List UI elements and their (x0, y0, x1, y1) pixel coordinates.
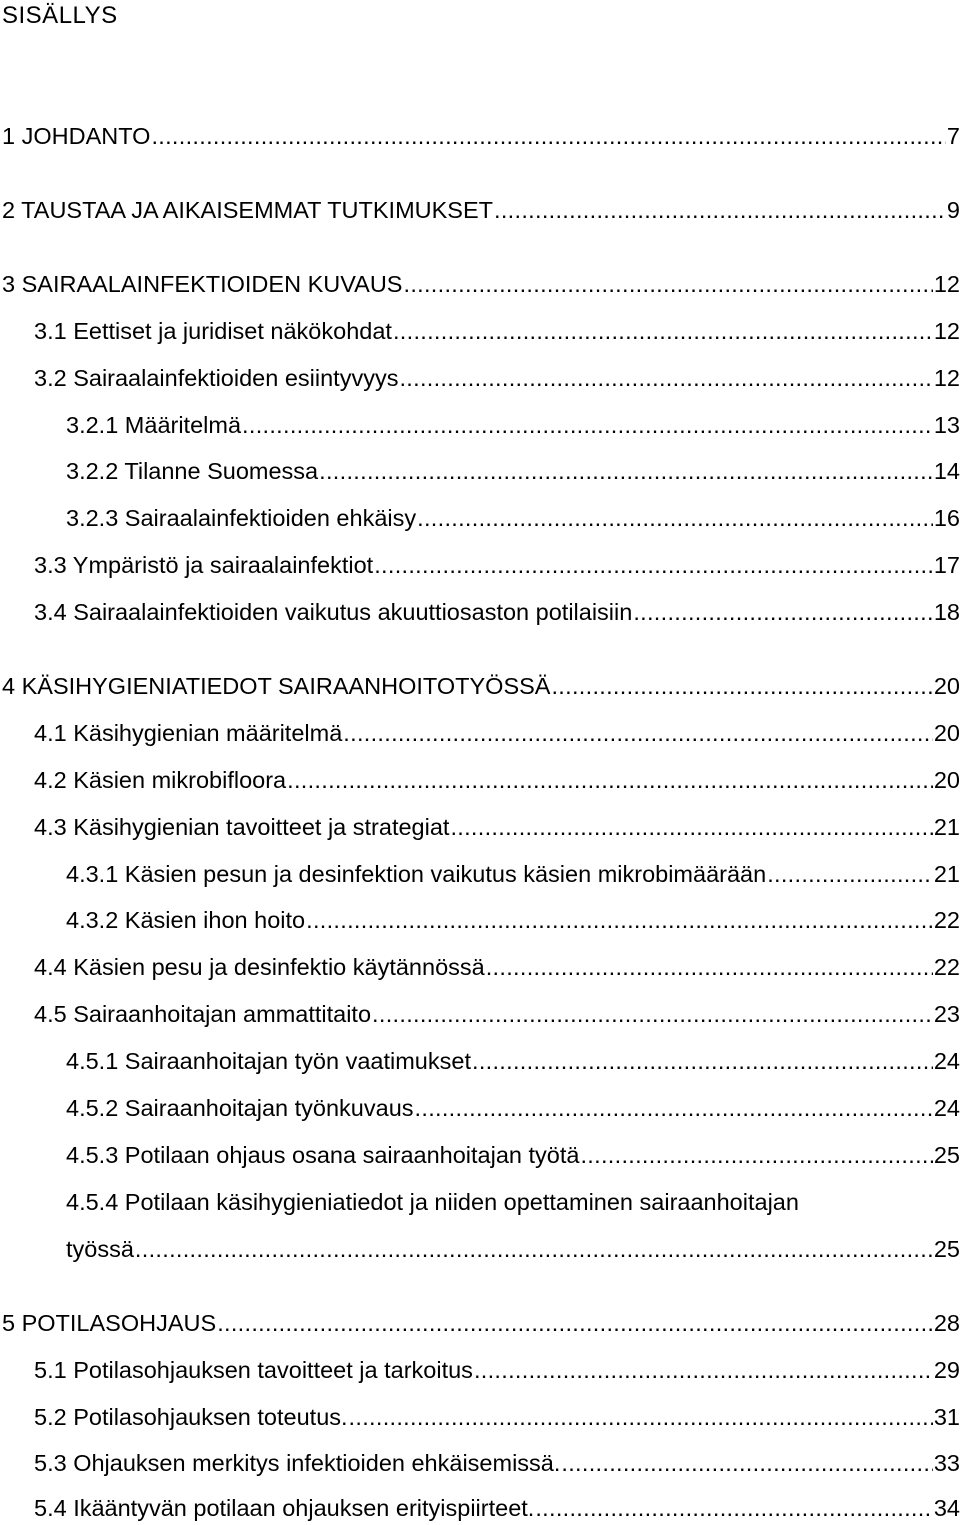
toc-entry-3-3[interactable] (34, 550, 960, 580)
toc-entry-4-3[interactable] (34, 812, 960, 842)
toc-leader-dots (217, 1308, 933, 1338)
toc-entry-page: 28 (933, 1310, 960, 1336)
toc-entry-5-3[interactable] (34, 1448, 960, 1478)
toc-leader-dots (535, 1493, 933, 1523)
toc-entry-page: 20 (933, 673, 960, 699)
toc-entry-text: 5.1 Potilasohjauksen tavoitteet ja tarkoitus (34, 1357, 473, 1383)
toc-entry-page: 16 (933, 505, 960, 531)
toc-entry-page: 20 (933, 767, 960, 793)
toc-leader-dots (343, 718, 933, 748)
toc-entry-4-5-1[interactable] (66, 1046, 960, 1076)
toc-leader-dots (767, 859, 933, 889)
toc-entry-text: 4.5 Sairaanhoitajan ammattitaito (34, 1001, 372, 1027)
toc-leader-dots (472, 1046, 933, 1076)
toc-entry-text: 4.5.3 Potilaan ohjaus osana sairaanhoitajan työtä (66, 1142, 580, 1168)
toc-leader-dots (399, 363, 932, 393)
toc-entry-page: 24 (933, 1095, 960, 1121)
toc-entry-page: 25 (933, 1236, 960, 1262)
toc-leader-dots (633, 597, 933, 627)
toc-entry-page: 24 (933, 1048, 960, 1074)
toc-entry-1[interactable] (2, 121, 960, 151)
toc-entry-text: 5.3 Ohjauksen merkitys infektioiden ehkäisemissä. (34, 1450, 561, 1476)
toc-entry-text: 4 KÄSIHYGIENIATIEDOT SAIRAANHOITOTYÖSSÄ (2, 673, 551, 699)
toc-entry-4-5-2[interactable] (66, 1093, 960, 1123)
toc-entry-page: 14 (933, 458, 960, 484)
toc-entry-page: 20 (933, 720, 960, 746)
toc-entry-page: 21 (933, 814, 960, 840)
toc-entry-3-2[interactable] (34, 363, 960, 393)
toc-entry-5-2[interactable] (34, 1402, 960, 1432)
toc-entry-text: 3.3 Ympäristö ja sairaalainfektiot (34, 552, 374, 578)
toc-entry-page: 13 (933, 412, 960, 438)
toc-entry-text: 3.2.2 Tilanne Suomessa (66, 458, 319, 484)
toc-entry-text: 3.4 Sairaalainfektioiden vaikutus akuuttiosaston potilaisiin (34, 599, 633, 625)
toc-entry-3-2-2[interactable] (66, 456, 960, 486)
toc-entry-text: 4.3 Käsihygienian tavoitteet ja strategiat (34, 814, 450, 840)
toc-entry-4-3-1[interactable] (66, 859, 960, 889)
toc-entry-3-2-1[interactable] (66, 410, 960, 440)
toc-leader-dots (551, 671, 932, 701)
toc-entry-4-5-3[interactable] (66, 1140, 960, 1170)
toc-entry-text: 3.2.1 Määritelmä (66, 412, 242, 438)
toc-entry-page: 18 (933, 599, 960, 625)
toc-entry-page: 9 (946, 197, 960, 223)
toc-entry-5[interactable] (2, 1308, 960, 1338)
toc-entry-page: 22 (933, 907, 960, 933)
toc-leader-dots (242, 410, 933, 440)
toc-leader-dots (287, 765, 933, 795)
toc-leader-dots (374, 550, 933, 580)
toc-entry-text-continuation: työssä (66, 1236, 134, 1262)
toc-entry-text: 4.1 Käsihygienian määritelmä (34, 720, 343, 746)
toc-entry-text: 2 TAUSTAA JA AIKAISEMMAT TUTKIMUKSET (2, 197, 494, 223)
toc-leader-dots (494, 195, 946, 225)
toc-entry-page: 29 (933, 1357, 960, 1383)
toc-entry-text: 3.2.3 Sairaalainfektioiden ehkäisy (66, 505, 417, 531)
toc-leader-dots (486, 952, 933, 982)
toc-title: SISÄLLYS (2, 2, 118, 29)
toc-entry-5-4[interactable] (34, 1493, 960, 1523)
toc-entry-3-4[interactable] (34, 597, 960, 627)
toc-entry-4-5-4-first-line[interactable]: 4.5.4 Potilaan käsihygieniatiedot ja niiden opettaminen sairaanhoitajan (66, 1189, 799, 1215)
toc-entry-page: 23 (933, 1001, 960, 1027)
toc-leader-dots (319, 456, 933, 486)
toc-entry-page: 12 (933, 271, 960, 297)
toc-entry-4-5[interactable] (34, 999, 960, 1029)
toc-entry-3[interactable] (2, 269, 960, 299)
toc-leader-dots (306, 905, 933, 935)
toc-entry-text: 4.4 Käsien pesu ja desinfektio käytännössä (34, 954, 485, 980)
toc-entry-2[interactable] (2, 195, 960, 225)
toc-entry-page: 21 (933, 861, 960, 887)
toc-entry-4-2[interactable] (34, 765, 960, 795)
toc-entry-page: 31 (933, 1404, 960, 1430)
toc-entry-page: 33 (933, 1450, 960, 1476)
toc-entry-page: 34 (933, 1495, 960, 1521)
toc-entry-text: 4.5.2 Sairaanhoitajan työnkuvaus (66, 1095, 414, 1121)
toc-entry-text: 4.3.1 Käsien pesun ja desinfektion vaikutus käsien mikrobimäärään (66, 861, 767, 887)
toc-leader-dots (135, 1234, 933, 1264)
toc-entry-text: 5.2 Potilasohjauksen toteutus. (34, 1404, 348, 1430)
toc-entry-page: 12 (933, 318, 960, 344)
toc-entry-text: 3.1 Eettiset ja juridiset näkökohdat (34, 318, 392, 344)
toc-entry-text: 4.2 Käsien mikrobifloora (34, 767, 287, 793)
toc-entry-4-1[interactable] (34, 718, 960, 748)
toc-entry-text: 5.4 Ikääntyvän potilaan ohjauksen erityispiirteet. (34, 1495, 535, 1521)
toc-leader-dots (372, 999, 933, 1029)
toc-entry-page: 25 (933, 1142, 960, 1168)
toc-leader-dots (417, 503, 933, 533)
toc-entry-page: 12 (933, 365, 960, 391)
toc-entry-text: 5 POTILASOHJAUS (2, 1310, 217, 1336)
toc-leader-dots (561, 1448, 932, 1478)
toc-entry-3-1[interactable] (34, 316, 960, 346)
toc-entry-page: 17 (933, 552, 960, 578)
toc-entry-4-4[interactable] (34, 952, 960, 982)
toc-entry-text: 1 JOHDANTO (2, 123, 151, 149)
toc-leader-dots (415, 1093, 933, 1123)
toc-entry-text: 4.3.2 Käsien ihon hoito (66, 907, 306, 933)
toc-entry-text: 3.2 Sairaalainfektioiden esiintyvyys (34, 365, 399, 391)
toc-leader-dots (580, 1140, 932, 1170)
toc-entry-4-3-2[interactable] (66, 905, 960, 935)
toc-leader-dots (474, 1355, 933, 1385)
toc-leader-dots (403, 269, 932, 299)
toc-entry-5-1[interactable] (34, 1355, 960, 1385)
toc-entry-3-2-3[interactable] (66, 503, 960, 533)
toc-entry-text: 4.5.1 Sairaanhoitajan työn vaatimukset (66, 1048, 471, 1074)
toc-leader-dots (151, 121, 945, 151)
toc-entry-page: 22 (933, 954, 960, 980)
toc-leader-dots (393, 316, 933, 346)
toc-entry-text: 3 SAIRAALAINFEKTIOIDEN KUVAUS (2, 271, 403, 297)
toc-entry-page: 7 (946, 123, 960, 149)
toc-entry-4[interactable] (2, 671, 960, 701)
toc-entry-4-5-4[interactable] (66, 1234, 960, 1264)
toc-leader-dots (450, 812, 932, 842)
toc-leader-dots (349, 1402, 933, 1432)
